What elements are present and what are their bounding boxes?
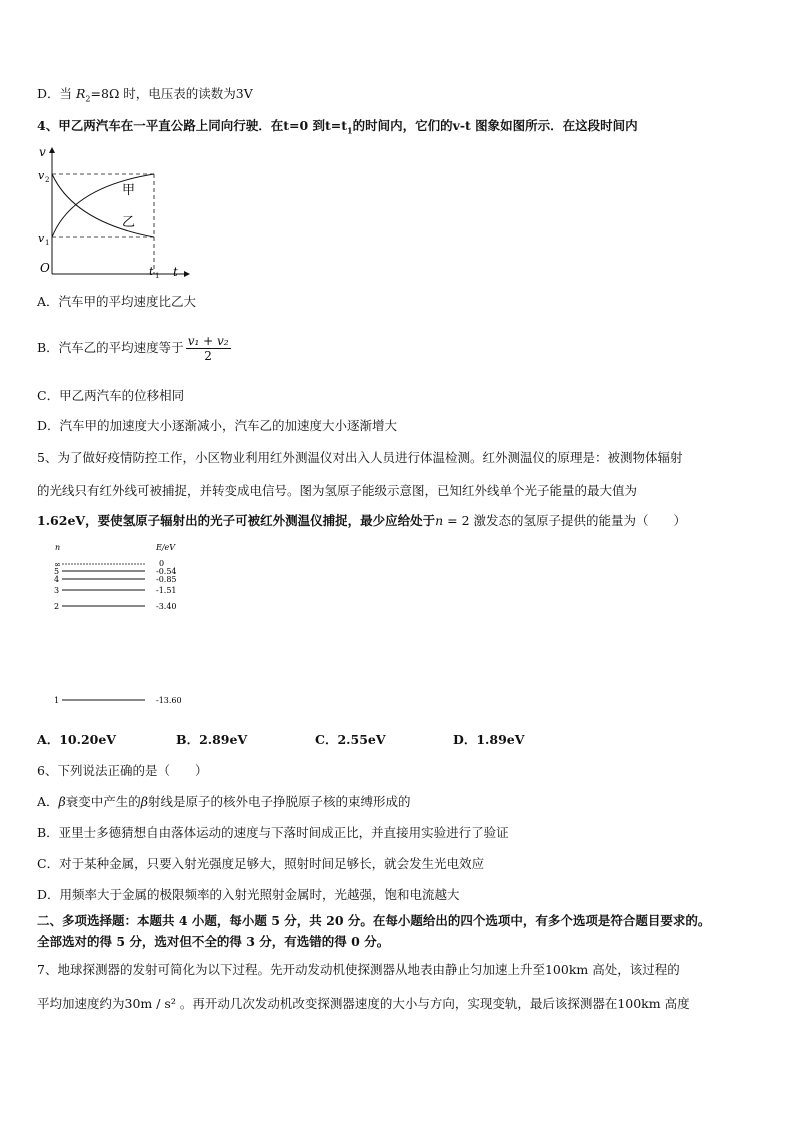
svg-text:-3.40: -3.40 — [156, 602, 177, 611]
origin-label: O — [40, 261, 50, 275]
energy-level-diagram — [50, 540, 210, 710]
svg-text:5: 5 — [54, 567, 60, 576]
svg-text:n: n — [55, 543, 61, 552]
v-axis-label: v — [39, 145, 46, 159]
q4-stem: 4、甲乙两汽车在一平直公路上同向行驶．在t=0 到$t=t_1$的时间内，它们的v-t 图象如图所示．在这段时间内 — [37, 118, 638, 136]
svg-text:4: 4 — [54, 575, 60, 584]
q5-option-a: A．10.20eV — [37, 732, 116, 747]
q4-option-b: B．汽车乙的平均速度等于 $\frac{\text{v₁ + v₂}}{2}$ — [37, 334, 229, 363]
q7-line1: 7、地球探测器的发射可简化为以下过程。先开动发动机使探测器从地表由静止匀加速上升至100km 高处，该过程的 — [37, 962, 680, 977]
q6-stem: 6、下列说法正确的是（ ） — [37, 763, 208, 778]
q5-line2: 的光线只有红外线可被捕捉，并转变成电信号。图为氢原子能级示意图，已知红外线单个光子能量的最大值为 — [37, 483, 638, 498]
svg-text:2: 2 — [45, 176, 50, 184]
q4-option-c: C．甲乙两汽车的位移相同 — [37, 388, 185, 403]
curve-yi — [52, 174, 154, 237]
average-velocity-fraction: $\frac{\text{v₁ + v₂}}{2}$ — [187, 334, 229, 363]
svg-text:-0.54: -0.54 — [156, 567, 177, 576]
q5-line3: 1.62eV，要使氢原子辐射出的光子可被红外测温仪捕捉，最少应给处于n = 2 激发态的氢原子提供的能量为（ ） — [37, 513, 687, 528]
q5-option-d: D．1.89eV — [453, 732, 525, 747]
label-jia: 甲 — [122, 183, 136, 198]
svg-text:∞: ∞ — [54, 560, 61, 569]
q4-option-d: D．汽车甲的加速度大小逐渐减小，汽车乙的加速度大小逐渐增大 — [37, 418, 398, 433]
q4-option-a: A．汽车甲的平均速度比乙大 — [37, 294, 197, 309]
svg-text:0: 0 — [159, 559, 165, 568]
svg-text:v: v — [38, 232, 45, 245]
q5-option-c: C．2.55eV — [315, 732, 386, 747]
svg-text:2: 2 — [54, 602, 60, 611]
q5-line1: 5、为了做好疫情防控工作，小区物业利用红外测温仪对出入人员进行体温检测。红外测温仪的原理是：被测物体辐射 — [37, 450, 683, 465]
section2-line1: 二、多项选择题：本题共 4 小题，每小题 5 分，共 20 分。在每小题给出的四个选项中，有多个选项是符合题目要求的。 — [37, 913, 711, 928]
svg-text:E/eV: E/eV — [156, 543, 176, 552]
q6-option-c: C．对于某种金属，只要入射光强度足够大，照射时间足够长，就会发生光电效应 — [37, 856, 485, 871]
curve-jia — [52, 174, 154, 237]
t-axis-label: t — [173, 265, 178, 279]
label-yi: 乙 — [122, 215, 136, 230]
q3-option-d: D．当 $R_2=8\Omega$ 时，电压表的读数为3V — [37, 86, 253, 104]
q6-option-b: B．亚里士多德猜想自由落体运动的速度与下落时间成正比，并直接用实验进行了验证 — [37, 825, 509, 840]
svg-text:-1.51: -1.51 — [156, 586, 177, 595]
svg-text:1: 1 — [155, 272, 160, 280]
q6-option-d: D．用频率大于金属的极限频率的入射光照射金属时，光越强，饱和电流越大 — [37, 887, 460, 902]
svg-text:-0.85: -0.85 — [156, 575, 177, 584]
svg-text:3: 3 — [54, 586, 60, 595]
q7-line2: 平均加速度约为30m / s² 。再开动几次发动机改变探测器速度的大小与方向，实现变轨，最后该探测器在100km 高度 — [37, 996, 690, 1011]
q6-option-a: A．β衰变中产生的β射线是原子的核外电子挣脱原子核的束缚形成的 — [37, 794, 411, 809]
q5-option-b: B．2.89eV — [176, 732, 248, 747]
section2-line2: 全部选对的得 5 分，选对但不全的得 3 分，有选错的得 0 分。 — [37, 934, 390, 949]
svg-text:t: t — [149, 265, 154, 278]
svg-text:v: v — [38, 169, 45, 182]
svg-text:1: 1 — [54, 696, 60, 705]
svg-text:1: 1 — [45, 239, 50, 247]
svg-text:-13.60: -13.60 — [156, 696, 182, 705]
vt-graph — [34, 142, 194, 282]
